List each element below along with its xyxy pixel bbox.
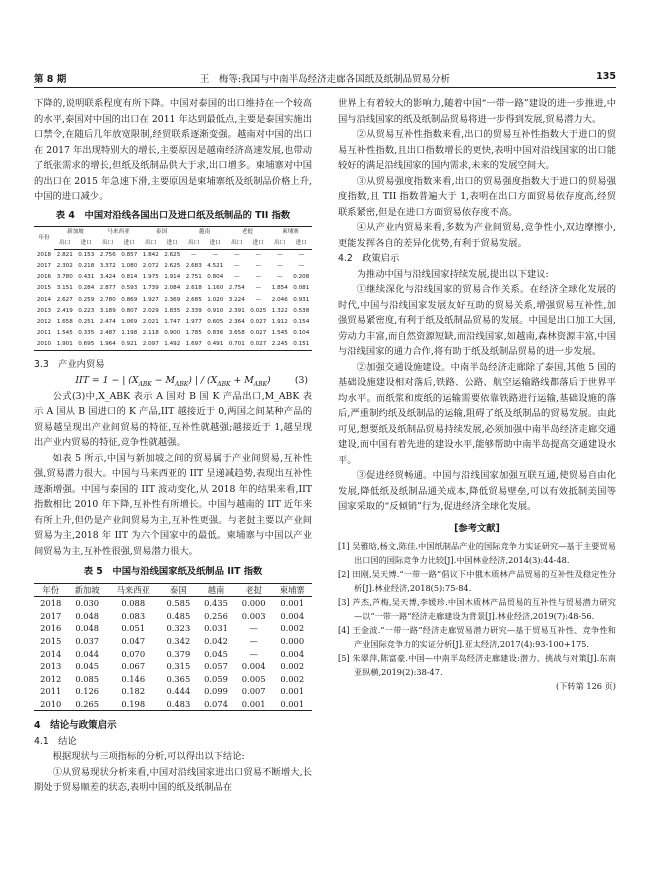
table-cell: 0.807 — [121, 307, 138, 314]
table-cell: 1.927 — [142, 296, 159, 303]
table-cell: — — [249, 635, 258, 646]
table-cell: 0.431 — [78, 274, 95, 281]
table-cell: 4.521 — [207, 263, 224, 270]
table-cell: 1.964 — [97, 339, 119, 351]
table-cell: 0.208 — [293, 274, 310, 281]
table-cell: 0.000 — [280, 635, 305, 646]
table-4-subheader: 出口 — [54, 238, 76, 250]
table-cell: — — [255, 274, 262, 281]
table-cell: 0.218 — [78, 263, 95, 270]
table-cell: 0.042 — [204, 635, 228, 646]
table-cell: 2011 — [36, 329, 52, 336]
table-cell: 0.045 — [204, 648, 228, 659]
table-cell: 0.315 — [166, 661, 191, 672]
table-cell: 2017 — [36, 263, 52, 270]
right-column — [338, 96, 616, 693]
table-5-header: 泰国 — [160, 583, 198, 597]
table-cell: — — [233, 252, 240, 259]
table-cell: 0.003 — [241, 610, 266, 621]
table-cell: 1.854 — [271, 285, 288, 292]
table-cell: 3.151 — [56, 285, 73, 292]
reference-item: [1] 吴雅晗,杨文,陈佳.中国纸制品产业的国际竞争力实证研究—基于主要贸易出口国的国际竞争力比较[J].中国林业经济,2014(3):44-48. — [338, 541, 616, 565]
table-cell: 0.004 — [280, 648, 305, 659]
table-cell: 0.900 — [164, 329, 181, 336]
table-cell: 1.080 — [121, 263, 138, 270]
table-cell: 0.223 — [78, 307, 95, 314]
table-cell: 0.027 — [250, 329, 267, 336]
table-4-caption — [34, 208, 312, 224]
table-cell: 0.435 — [204, 598, 228, 609]
table-4-subheader: 出口 — [269, 238, 291, 250]
table-row — [34, 635, 312, 648]
table-cell: 0.153 — [78, 252, 95, 259]
table-4-country-header: 新加坡 — [54, 227, 97, 239]
table-cell: 0.251 — [78, 318, 95, 325]
paragraph: 公式(3)中,X_ABK 表示 A 国对 B 国 K 产品出口,M_ABK 表示 A 国从 B 国进口的 K 产品,IIT 越接近于 0,两国之间某种产品的贸易越呈现出产业间贸易的特征,互补性就越强;越接近于 1,越呈现出产业内贸易的特征,竞争性就越强。 — [34, 390, 312, 449]
table-cell: 2.391 — [228, 307, 245, 314]
table-cell: 2013 — [36, 307, 52, 314]
paragraph: 如表 5 所示,中国与新加坡之间的贸易属于产业间贸易,互补性强,贸易潜力很大。中国与马来西亚的 IIT 呈递减趋势,表现出互补性逐渐增强。中国与泰国的 IIT 波动变化,从 2018 年的结果来看,IIT 指数相比 2010 年下降,互补性有所增长。中国与越南的 IIT 近年来有所上升,但仍是产业间贸易为主,互补性更强。与老挝主要以产业间贸易为主,2018 年 IIT 为六个国家中的最低。柬埔寨与中国以产业间贸易为主,互补性很强,贸易潜力很大。 — [34, 452, 312, 557]
table-cell: 0.045 — [75, 661, 100, 672]
table-cell: 2.754 — [228, 285, 245, 292]
section-4-heading: 4 结论与政策启示 — [34, 720, 117, 732]
paragraph: 下降的,说明联系程度有所下降。中国对泰国的出口维持在一个较高的水平,泰国对中国的出口在 2011 年达到最低点,主要是泰国实施出口禁令,在随后几年放宽限制,经贸联系逐渐变强。越南对中国的出口在 2017 年出现特别大的增长,主要原因是越南经济高速发展,也带动了纸张需求的增长,但纸及纸制品供大于求,出口增多。柬埔寨对中国的出口在 2015 年急速下滑,主要原因是柬埔寨纸及纸制品价格上升,中国的进口减少。 — [34, 98, 312, 202]
table-cell: 0.284 — [78, 285, 95, 292]
table-cell: 2012 — [36, 318, 52, 325]
table-cell: 2.084 — [164, 285, 181, 292]
table-cell: 0.323 — [166, 623, 191, 634]
table-cell: 0.001 — [273, 698, 313, 711]
table-cell: 0.379 — [166, 648, 191, 659]
table-cell: 0.804 — [207, 274, 224, 281]
table-cell: 2.685 — [185, 296, 202, 303]
table-cell: 2.364 — [228, 318, 245, 325]
continued-note: (下转第 126 页) — [556, 681, 616, 691]
table-cell: 2.046 — [271, 296, 288, 303]
table-4-subheader: 出口 — [97, 238, 119, 250]
table-cell: 2.245 — [269, 339, 291, 351]
table-4-subheader: 进口 — [205, 238, 227, 250]
table-cell: 2013 — [40, 661, 62, 672]
table-cell: 0.695 — [76, 339, 98, 351]
table-cell: 1.739 — [142, 285, 159, 292]
table-cell: 0.104 — [293, 329, 310, 336]
table-cell: 1.835 — [164, 307, 181, 314]
table-row — [34, 250, 312, 262]
table-row — [34, 698, 312, 711]
table-4 — [34, 226, 312, 351]
table-cell: 2.618 — [185, 285, 202, 292]
table-cell: 3.424 — [99, 274, 116, 281]
table-cell: 1.912 — [271, 318, 288, 325]
table-cell: 2.780 — [99, 296, 116, 303]
table-cell: 0.037 — [75, 635, 100, 646]
table-cell: 1.160 — [207, 285, 224, 292]
table-cell: 2.118 — [142, 329, 159, 336]
table-5-header: 年份 — [34, 583, 67, 597]
issue-number: 第 8 期 — [34, 74, 67, 85]
table-5-header: 新加坡 — [67, 583, 106, 597]
table-cell: — — [298, 252, 305, 259]
table-cell: 0.198 — [107, 698, 160, 711]
table-cell: 0.001 — [280, 686, 305, 697]
table-5-label: 表 5 — [83, 566, 103, 578]
table-4-title: 中国对沿线各国出口及进口纸及纸制品的 TII 指数 — [84, 209, 291, 221]
table-cell: 0.585 — [166, 598, 191, 609]
table-cell: 0.007 — [241, 686, 266, 697]
table-4-subheader: 进口 — [119, 238, 141, 250]
table-cell: 0.857 — [121, 252, 138, 259]
table-cell: 1.785 — [185, 329, 202, 336]
section-4-2-heading: 4.2 政策启示 — [338, 253, 400, 264]
table-cell: 0.002 — [280, 673, 305, 684]
table-cell: — — [255, 296, 262, 303]
table-cell: — — [255, 263, 262, 270]
table-cell: 0.057 — [204, 661, 228, 672]
table-cell: 0.074 — [197, 698, 235, 711]
table-cell: 0.593 — [121, 285, 138, 292]
table-4-country-header: 泰国 — [140, 227, 183, 239]
table-cell: 2.339 — [185, 307, 202, 314]
paragraph: ②加强交通设施建设。中南半岛经济走廊除了泰国,其他 5 国的基础设施建设相对落后,铁路、公路、航空运输路线都落后于世界平均水平。而纸浆和废纸的运输需要依靠铁路进行运输,基础设施的落后,严重制约纸及纸制品的运输,阻碍了纸及纸制品的贸易发展。由此可见,想要纸及纸制品贸易持续发展,必须加强中南半岛经济走廊交通建设,而中国有着先进的建设水平,能够帮助中南半岛提高交通建设水平。 — [338, 361, 616, 466]
table-cell: 0.256 — [204, 610, 228, 621]
paragraph: 为推动中国与沿线国家持续发展,提出以下建议: — [356, 268, 549, 280]
table-cell: 0.483 — [160, 698, 198, 711]
table-cell: 0.001 — [280, 598, 305, 609]
table-4-year-header: 年份 — [34, 227, 54, 250]
table-cell: 0.444 — [166, 686, 191, 697]
paragraph: ①从贸易现状分析来看,中国对沿线国家进出口贸易不断增大,长期处于贸易顺差的状态,表明中国的纸及纸制品在 — [34, 766, 312, 794]
table-cell: — — [298, 263, 305, 270]
table-4-subheader: 出口 — [226, 238, 248, 250]
table-cell: 2.487 — [99, 329, 116, 336]
table-4-label: 表 4 — [55, 209, 75, 221]
table-cell: 0.085 — [75, 673, 100, 684]
table-cell: 2.625 — [164, 252, 181, 259]
table-cell: 1.975 — [142, 274, 159, 281]
table-cell: 0.869 — [121, 296, 138, 303]
table-cell: 0.004 — [241, 661, 266, 672]
table-cell: 1.322 — [271, 307, 288, 314]
table-cell: 0.836 — [207, 329, 224, 336]
table-cell: 1.020 — [207, 296, 224, 303]
table-5-header: 越南 — [197, 583, 235, 597]
table-cell: 0.081 — [293, 285, 310, 292]
table-cell: 0.070 — [121, 648, 146, 659]
table-row — [34, 610, 312, 623]
table-4-subheader: 进口 — [248, 238, 270, 250]
paragraph: ③促进经贸畅通。中国与沿线国家加强互联互通,使贸易自由化发展,降低纸及纸制品通关成本,降低贸易壁垒,可以有效抵制美国等国家采取的“反倾销”行为,促进经济全球化发展。 — [338, 470, 616, 512]
table-cell: 0.048 — [75, 610, 100, 621]
paragraph: 根据现状与三项指标的分析,可以得出以下结论: — [52, 751, 245, 763]
table-cell: — — [233, 263, 240, 270]
page-number: 135 — [596, 71, 616, 82]
formula-expression: IIT = 1 − | $(X_{ABK} - M_{ABK})$ | / $(X_{ABK} + M_{ABK})$ — [75, 374, 271, 388]
table-row — [34, 339, 312, 351]
table-cell: — — [255, 252, 262, 259]
table-cell: — — [249, 648, 258, 659]
table-row — [34, 328, 312, 339]
running-header — [34, 71, 616, 87]
table-cell: 2.021 — [142, 318, 159, 325]
paragraph: ③从贸易强度指数来看,出口的贸易强度指数大于进口的贸易强度指数,且 TII 指数普遍大于 1,表明在出口方面贸易依存度高,经贸联系紧密,但是在进口方面贸易依存度不高。 — [338, 175, 616, 218]
table-cell: 0.259 — [78, 296, 95, 303]
table-cell: 3.224 — [228, 296, 245, 303]
table-cell: 0.004 — [280, 610, 305, 621]
table-cell: 2.756 — [99, 252, 116, 259]
table-cell: 1.545 — [271, 329, 288, 336]
table-cell: 2.821 — [56, 252, 73, 259]
table-row — [34, 283, 312, 294]
table-cell: 1.697 — [183, 339, 205, 351]
reference-item: [3] 芦杰,芦梅,吴天博,李媛珍.中国木质林产品贸易的互补性与贸易潜力研究—以“一带一路”经济走廊建设为背景[J].林业经济,2019(7):48-56. — [338, 597, 616, 621]
table-row — [34, 673, 312, 686]
reference-item: [2] 田刚,吴天博.“一带一路”倡议下中俄木质林产品贸易的互补性及稳定性分析[J].林业经济,2018(5):75-84. — [338, 569, 616, 593]
table-cell: 0.002 — [280, 623, 305, 634]
table-cell: 0.031 — [204, 623, 228, 634]
table-cell: 0.025 — [250, 307, 267, 314]
table-cell: 1.658 — [56, 318, 73, 325]
formula-3 — [34, 373, 312, 389]
table-cell: 2010 — [34, 698, 67, 711]
table-cell: 2.683 — [185, 263, 202, 270]
reference-list — [338, 539, 616, 679]
table-cell: 3.658 — [228, 329, 245, 336]
running-title: 王 梅等:我国与中南半岛经济走廊各国纸及纸制品贸易分析 — [199, 74, 451, 85]
table-cell: 0.910 — [207, 307, 224, 314]
table-cell: 2015 — [36, 285, 52, 292]
table-cell: 0.047 — [121, 635, 146, 646]
table-5-caption — [34, 564, 312, 580]
table-cell: 2016 — [40, 623, 62, 634]
table-cell: 0.491 — [205, 339, 227, 351]
table-4-subheader: 出口 — [183, 238, 205, 250]
table-4-country-header: 越南 — [183, 227, 226, 239]
table-4-country-header: 马来西亚 — [97, 227, 140, 239]
table-cell: 0.059 — [204, 673, 228, 684]
table-cell: 0.814 — [121, 274, 138, 281]
table-cell: 0.265 — [67, 698, 106, 711]
references-heading: [参考文献] — [454, 522, 500, 534]
table-5 — [34, 583, 312, 712]
table-cell: 2.097 — [140, 339, 162, 351]
table-cell: 2014 — [40, 648, 62, 659]
reference-item: [4] 王金波.“一带一路”经济走廊贸易潜力研究—基于贸易互补性、竞争性和产业国际竞争力的实证分析[J].亚太经济,2017(4):93-100+175. — [338, 625, 616, 649]
table-cell: 0.048 — [75, 623, 100, 634]
table-cell: 0.151 — [291, 339, 313, 351]
table-5-header: 老挝 — [235, 583, 273, 597]
table-row — [34, 261, 312, 272]
table-cell: 2011 — [40, 686, 62, 697]
table-cell: 0.088 — [121, 598, 146, 609]
table-cell: 2016 — [36, 274, 52, 281]
table-cell: 2.072 — [142, 263, 159, 270]
table-cell: 0.005 — [241, 673, 266, 684]
table-cell: 2.625 — [164, 263, 181, 270]
table-cell: 0.027 — [248, 339, 270, 351]
table-cell: 0.067 — [121, 661, 146, 672]
table-cell: 1.069 — [121, 318, 138, 325]
left-column — [34, 96, 312, 796]
table-cell: 0.921 — [119, 339, 141, 351]
formula-number: (3) — [294, 374, 308, 386]
table-row — [34, 685, 312, 698]
table-cell: 1.914 — [164, 274, 181, 281]
table-cell: 0.002 — [280, 661, 305, 672]
table-cell: 1.842 — [142, 252, 159, 259]
table-4-country-header: 老挝 — [226, 227, 269, 239]
header-rule — [34, 87, 616, 88]
table-cell: 3.189 — [99, 307, 116, 314]
table-row — [34, 660, 312, 673]
table-cell: 0.485 — [166, 610, 191, 621]
paragraph: ①继续深化与沿线国家的贸易合作关系。在经济全球化发展的时代,中国与沿线国家发展友好互助的贸易关系,增强贸易互补性,加强贸易紧密度,有利于纸及纸制品贸易的发展。中国是出口加工大国,劳动力丰富,而自然资源短缺,而沿线国家,如越南,森林资源丰富,中国与沿线国家的通力合作,将有助于纸及纸制品贸易的进一步发展。 — [338, 284, 616, 357]
table-cell: — — [276, 274, 283, 281]
table-row — [34, 622, 312, 635]
paragraph: 世界上有着较大的影响力,随着中国“一带一路”建设的进一步推进,中国与沿线国家的纸及纸制品贸易将进一步得到发展,贸易潜力大。 — [338, 98, 616, 125]
table-cell: 2.029 — [142, 307, 159, 314]
table-cell: — — [212, 252, 219, 259]
table-cell: 1.545 — [56, 329, 73, 336]
table-cell: 0.030 — [75, 598, 100, 609]
table-cell: — — [233, 274, 240, 281]
table-cell: 2.419 — [56, 307, 73, 314]
table-cell: 0.099 — [204, 686, 228, 697]
table-cell: 0.182 — [121, 686, 146, 697]
table-cell: 1.198 — [121, 329, 138, 336]
table-cell: 1.901 — [54, 339, 76, 351]
table-cell: 3.780 — [56, 274, 73, 281]
table-cell: 0.342 — [166, 635, 191, 646]
table-4-subheader: 出口 — [140, 238, 162, 250]
table-cell: 0.335 — [78, 329, 95, 336]
table-cell: 0.051 — [121, 623, 146, 634]
table-cell: 1.977 — [185, 318, 202, 325]
table-row — [34, 295, 312, 306]
table-cell: 0.154 — [293, 318, 310, 325]
table-cell: 0.027 — [250, 318, 267, 325]
table-cell: 0.000 — [241, 598, 266, 609]
table-row — [34, 306, 312, 317]
table-4-subheader: 进口 — [162, 238, 184, 250]
paragraph: ②从贸易互补性指数来看,出口的贸易互补性指数大于进口的贸易互补性指数,且出口指数增长的更快,表明中国对沿线国家的出口能较好的满足沿线国家的国内需求,未来的发展空间大。 — [338, 129, 616, 171]
table-cell: 3.372 — [99, 263, 116, 270]
table-cell: 2018 — [36, 251, 52, 258]
table-5-header: 柬埔寨 — [273, 583, 313, 597]
table-cell: 2.877 — [99, 285, 116, 292]
table-cell: 2.302 — [56, 263, 73, 270]
table-cell: 2017 — [40, 610, 62, 621]
table-cell: 0.605 — [207, 318, 224, 325]
table-row — [34, 272, 312, 283]
table-row — [34, 648, 312, 661]
table-5-title: 中国与沿线国家纸及纸制品 IIT 指数 — [112, 566, 263, 578]
table-cell: 0.538 — [293, 307, 310, 314]
table-cell: — — [190, 252, 197, 259]
table-row — [34, 317, 312, 328]
section-3-3-heading: 3.3 产业内贸易 — [34, 359, 105, 371]
section-4-1-heading: 4.1 结论 — [34, 735, 77, 747]
table-cell: — — [276, 263, 283, 270]
table-cell: 1.747 — [164, 318, 181, 325]
table-cell: — — [276, 252, 283, 259]
table-cell: 2014 — [36, 296, 52, 303]
table-cell: 2015 — [40, 635, 62, 646]
reference-item: [5] 朱翠萍,陈富豪.中国—中南半岛经济走廊建设:潜力、挑战与对策[J].东南亚纵横,2019(2):38-47. — [338, 653, 616, 677]
table-cell: 0.001 — [235, 698, 273, 711]
table-cell: 1.492 — [162, 339, 184, 351]
table-cell: — — [249, 623, 258, 634]
table-cell: 0.126 — [75, 686, 100, 697]
table-cell: 0.146 — [121, 673, 146, 684]
table-cell: 2.369 — [164, 296, 181, 303]
table-4-subheader: 进口 — [76, 238, 98, 250]
table-5-header: 马来西亚 — [107, 583, 160, 597]
table-row — [34, 597, 312, 610]
table-cell: 2.474 — [99, 318, 116, 325]
table-cell: 2.627 — [56, 296, 73, 303]
table-cell: 0.083 — [121, 610, 146, 621]
table-cell: 2010 — [34, 339, 54, 351]
table-cell: 0.701 — [226, 339, 248, 351]
table-4-country-header: 柬埔寨 — [269, 227, 312, 239]
table-cell: 0.931 — [293, 296, 310, 303]
table-4-subheader: 进口 — [291, 238, 313, 250]
table-cell: — — [255, 285, 262, 292]
table-cell: 2.751 — [185, 274, 202, 281]
table-cell: 0.044 — [75, 648, 100, 659]
table-cell: 2012 — [40, 673, 62, 684]
table-cell: 2018 — [40, 598, 62, 609]
paragraph: ④从产业内贸易来看,多数为产业间贸易,竞争性小,双边摩擦小,更能发挥各自的差异化优势,有利于贸易发展。 — [338, 222, 616, 249]
table-cell: 0.365 — [166, 673, 191, 684]
